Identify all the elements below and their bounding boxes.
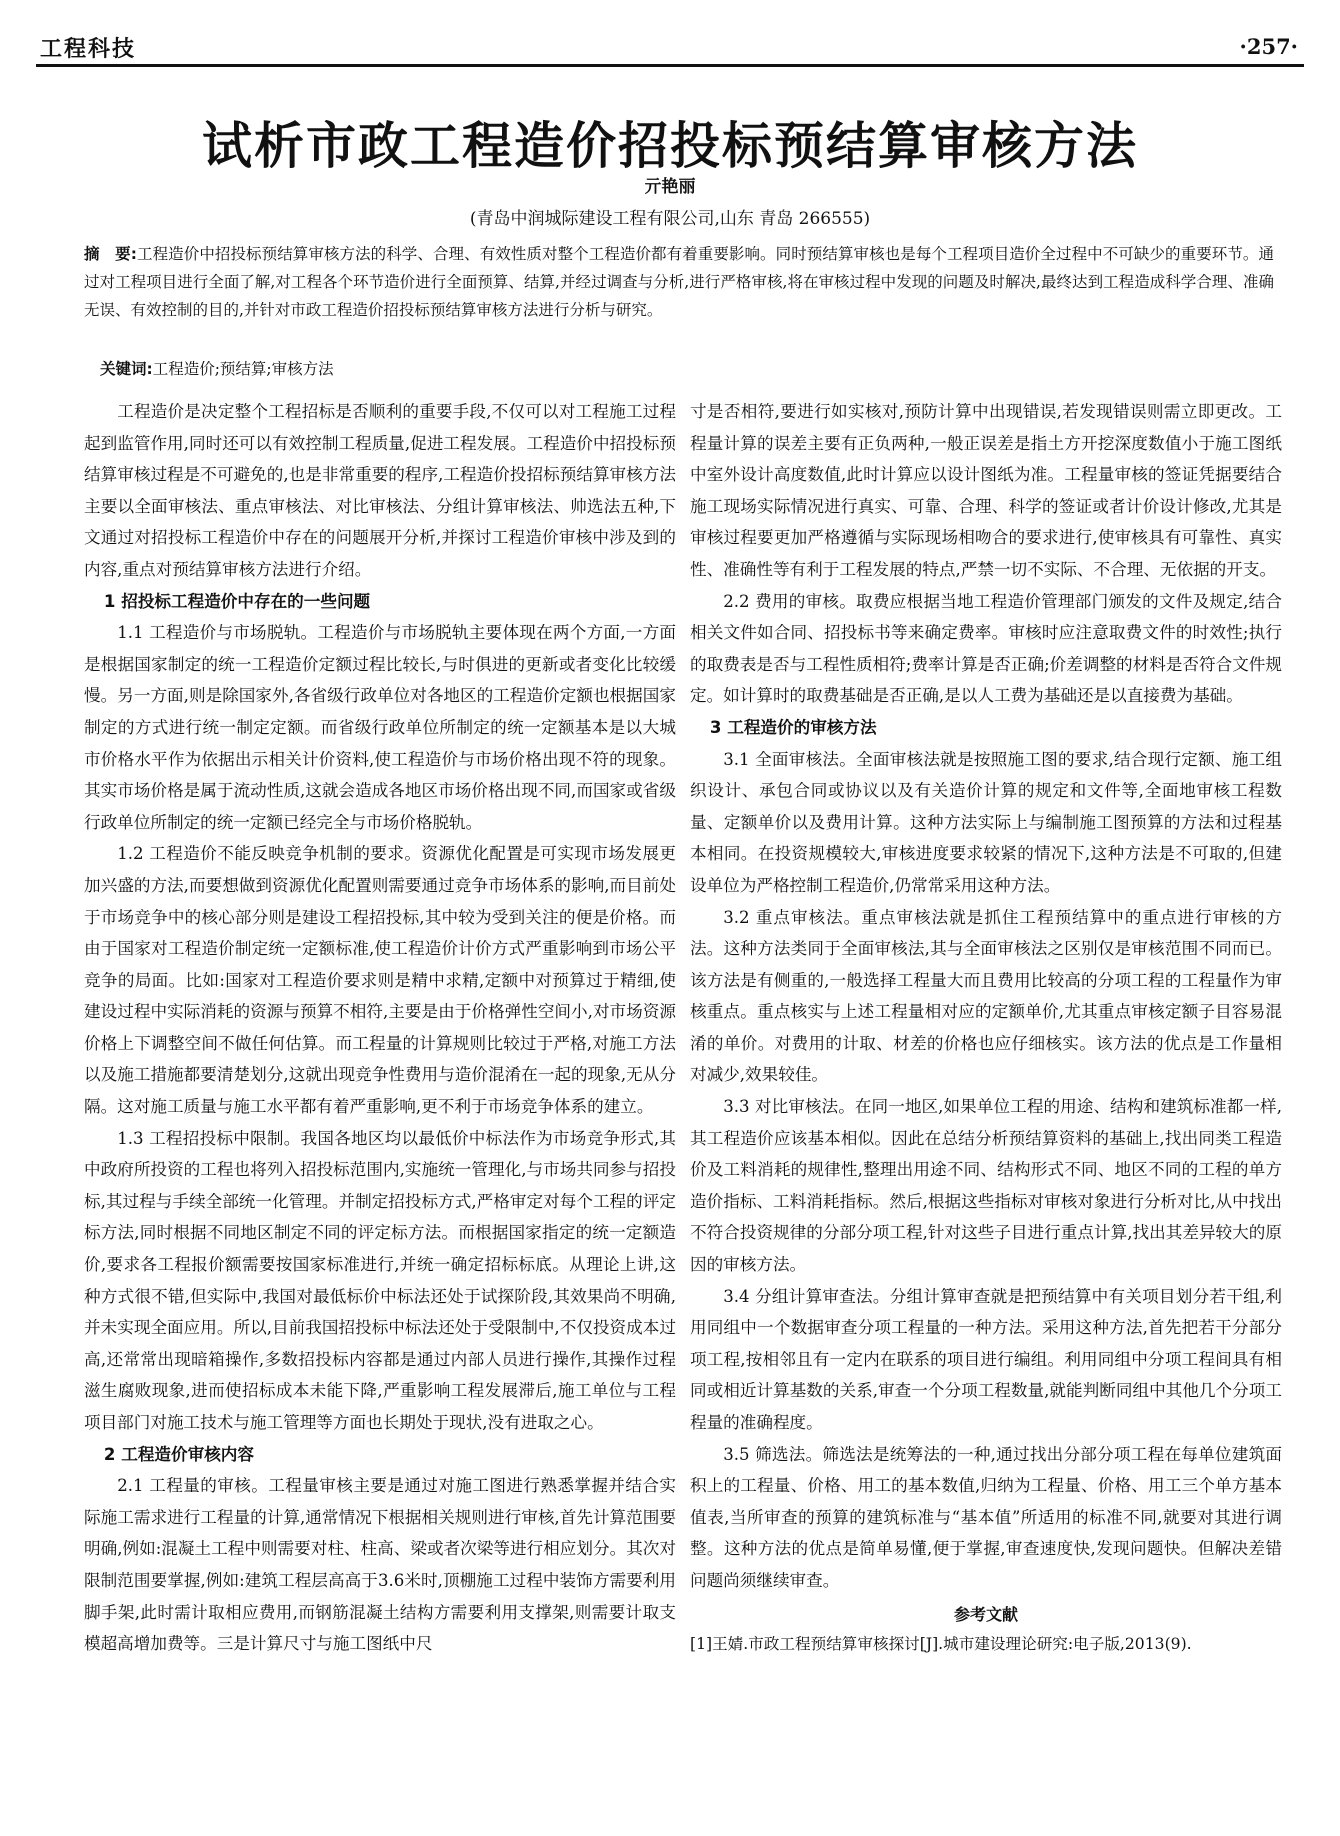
body-column-right (690, 396, 1282, 1659)
keywords-text: 工程造价;预结算;审核方法 (152, 360, 334, 378)
paragraph: 1.1 工程造价与市场脱轨。工程造价与市场脱轨主要体现在两个方面,一方面是根据国家制定的统一工程造价定额过程比较长,与时俱进的更新或者变化比较缓慢。另一方面,则是除国家外,各省级行政单位对各地区的工程造价定额也根据国家制定的方式进行统一制定定额。而省级行政单位所制定的统一定额基本是以大城市价格水平作为依据出示相关计价资料,使工程造价与市场价格出现不符的现象。其实市场价格是属于流动性质,这就会造成各地区市场价格出现不同,而国家或省级行政单位所制定的统一定额已经完全与市场价格脱轨。 (84, 623, 676, 832)
references-heading: 参考文献 (953, 1604, 1018, 1624)
paragraph: 1.3 工程招投标中限制。我国各地区均以最低价中标法作为市场竞争形式,其中政府所投资的工程也将列入招投标范围内,实施统一管理化,与市场共同参与招投标,其过程与手续全部统一化管理。并制定招投标方式,严格审定对每个工程的评定标方法,同时根据不同地区制定不同的评定标方法。而根据国家指定的统一定额造价,要求各工程报价额需要按国家标准进行,并统一确定招标标底。从理论上讲,这种方式很不错,但实际中,我国对最低标价中标法还处于试探阶段,其效果尚不明确,并未实现全面应用。所以,目前我国招投标中标法还处于受限制中,不仅投资成本过高,还常常出现暗箱操作,多数招投标内容都是通过内部人员进行操作,其操作过程滋生腐败现象,进而使招标成本未能下降,严重影响工程发展滞后,施工单位与工程项目部门对施工技术与施工管理等方面也长期处于现状,没有进取之心。 (84, 1128, 676, 1432)
section-heading: 1 招投标工程造价中存在的一些问题 (103, 591, 371, 611)
article-title: 试析市政工程造价招投标预结算审核方法 (202, 117, 1138, 175)
running-header (36, 30, 1304, 67)
paragraph: 3.5 筛选法。筛选法是统筹法的一种,通过找出分部分项工程在每单位建筑面积上的工程量、价格、用工的基本数值,归纳为工程量、价格、用工三个单方基本值表,当所审查的预算的建筑标准与“基本值”所适用的标准不同,就要对其进行调整。这种方法的优点是简单易懂,便于掌握,审查速度快,发现问题快。但解决差错问题尚须继续审查。 (690, 1444, 1282, 1590)
abstract-label: 摘 要: (84, 245, 137, 263)
paragraph: 2.2 费用的审核。取费应根据当地工程造价管理部门颁发的文件及规定,结合相关文件如合同、招投标书等来确定费率。审核时应注意取费文件的时效性;执行的取费表是否与工程性质相符;费率计算是否正确;价差调整的材料是否符合文件规定。如计算时的取费基础是否正确,是以人工费为基础还是以直接费为基础。 (690, 591, 1282, 706)
paragraph: 2.1 工程量的审核。工程量审核主要是通过对施工图进行熟悉掌握并结合实际施工需求进行工程量的计算,通常情况下根据相关规则进行审核,首先计算范围要明确,例如:混凝土工程中则需要对柱、柱高、梁或者次梁等进行相应划分。其次对限制范围要掌握,例如:建筑工程层高高于3.6米时,顶棚施工过程中装饰方需要利用脚手架,此时需计取相应费用,而钢筋混凝土结构方需要利用支撑架,则需要计取支模超高增加费等。三是计算尺寸与施工图纸中尺 (84, 1476, 676, 1654)
section-heading: 3 工程造价的审核方法 (709, 717, 877, 737)
body-column-left (84, 396, 676, 1660)
keywords-label: 关键词: (100, 360, 153, 378)
reference-item: [1]王婧.市政工程预结算审核探讨[J].城市建设理论研究:电子版,2013(9). (690, 1634, 1192, 1653)
paragraph: 1.2 工程造价不能反映竞争机制的要求。资源优化配置是可实现市场发展更加兴盛的方法,而要想做到资源优化配置则需要通过竞争市场体系的影响,而目前处于市场竞争中的核心部分则是建设工程招投标,其中较为受到关注的便是价格。而由于国家对工程造价制定统一定额标准,使工程造价计价方式严重影响到市场公平竞争的局面。比如:国家对工程造价要求则是精中求精,定额中对预算过于精细,使建设过程中实际消耗的资源与预算不相符,主要是由于价格弹性空间小,对市场资源价格上下调整空间不做任何估算。而工程量的计算规则比较过于严格,对施工方法以及施工措施都要清楚划分,这就出现竞争性费用与造价混淆在一起的现象,无从分隔。这对施工质量与施工水平都有着严重影响,更不利于市场竞争体系的建立。 (84, 844, 676, 1117)
abstract-text: 工程造价中招投标预结算审核方法的科学、合理、有效性质对整个工程造价都有着重要影响。同时预结算审核也是每个工程项目造价全过程中不可缺少的重要环节。通过对工程项目进行全面了解,对工程各个环节造价进行全面预算、结算,并经过调查与分析,进行严格审核,将在审核过程中发现的问题及时解决,最终达到工程造成科学合理、准确无误、有效控制的目的,并针对市政工程造价招投标预结算审核方法进行分析与研究。 (84, 245, 1274, 319)
page-number: ·257· (1239, 34, 1298, 59)
article-author: 亓艳丽 (644, 177, 696, 197)
paragraph: 3.3 对比审核法。在同一地区,如果单位工程的用途、结构和建筑标准都一样,其工程造价应该基本相似。因此在总结分析预结算资料的基础上,找出同类工程造价及工料消耗的规律性,整理出用途不同、结构形式不同、地区不同的工程的单方造价指标、工料消耗指标。然后,根据这些指标对审核对象进行分析对比,从中找出不符合投资规律的分部分项工程,针对这些子目进行重点计算,找出其差异较大的原因的审核方法。 (690, 1097, 1282, 1275)
abstract (84, 240, 1274, 324)
paragraph: 工程造价是决定整个工程招标是否顺利的重要手段,不仅可以对工程施工过程起到监管作用,同时还可以有效控制工程质量,促进工程发展。工程造价中招投标预结算审核过程是不可避免的,也是非常重要的程序,工程造价投招标预结算审核方法主要以全面审核法、重点审核法、对比审核法、分组计算审核法、帅选法五种,下文通过对招投标工程造价中存在的问题展开分析,并探讨工程造价审核中涉及到的内容,重点对预结算审核方法进行介绍。 (84, 402, 676, 579)
journal-name: 工程科技 (40, 37, 137, 62)
paragraph: 3.1 全面审核法。全面审核法就是按照施工图的要求,结合现行定额、施工组织设计、承包合同或协议以及有关造价计算的规定和文件等,全面地审核工程数量、定额单价以及费用计算。这种方法实际上与编制施工图预算的方法和过程基本相同。在投资规模较大,审核进度要求较紧的情况下,这种方法是不可取的,但建设单位为严格控制工程造价,仍常常采用这种方法。 (690, 749, 1282, 895)
section-heading: 2 工程造价审核内容 (103, 1444, 254, 1464)
paragraph: 3.4 分组计算审查法。分组计算审查就是把预结算中有关项目划分若干组,利用同组中一个数据审查分项工程量的一种方法。采用这种方法,首先把若干分部分项工程,按相邻且有一定内在联系的项目进行编组。利用同组中分项工程间具有相同或相近计算基数的关系,审查一个分项工程数量,就能判断同组中其他几个分项工程量的准确程度。 (690, 1286, 1282, 1432)
author-affiliation: (青岛中润城际建设工程有限公司,山东 青岛 266555) (469, 209, 871, 229)
paragraph: 3.2 重点审核法。重点审核法就是抓住工程预结算中的重点进行审核的方法。这种方法类同于全面审核法,其与全面审核法之区别仅是审核范围不同而已。该方法是有侧重的,一般选择工程量大而且费用比较高的分项工程的工程量作为审核重点。重点核实与上述工程量相对应的定额单价,尤其重点审核定额子目容易混淆的单价。对费用的计取、材差的价格也应仔细核实。该方法的优点是工作量相对减少,效果较佳。 (690, 907, 1282, 1085)
keywords (100, 355, 1270, 383)
paragraph-continued: 寸是否相符,要进行如实核对,预防计算中出现错误,若发现错误则需立即更改。工程量计算的误差主要有正负两种,一般正误差是指土方开挖深度数值小于施工图纸中室外设计高度数值,此时计算应以设计图纸为准。工程量审核的签证凭据要结合施工现场实际情况进行真实、可靠、合理、科学的签证或者计价设计修改,尤其是审核过程要更加严格遵循与实际现场相吻合的要求进行,使审核具有可靠性、真实性、准确性等有利于工程发展的特点,严禁一切不实际、不合理、无依据的开支。 (690, 402, 1282, 579)
